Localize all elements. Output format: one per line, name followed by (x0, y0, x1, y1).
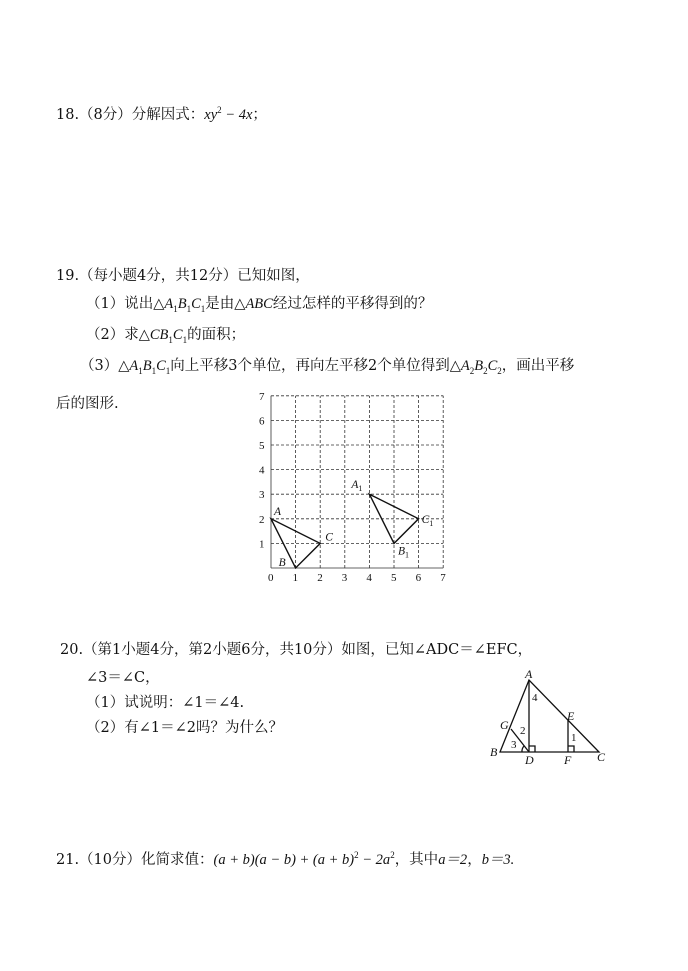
angle-arc-3 (522, 746, 524, 752)
q19-part3 (80, 356, 574, 381)
question-21 (56, 845, 514, 870)
q19-p1-a: （1）说出△ (86, 296, 165, 312)
fig-label-d: D (525, 753, 534, 767)
q20-part1: （1）试说明：∠1＝∠4. (86, 695, 245, 711)
point-label-b: B (278, 557, 286, 569)
q18-text: 18.（8分）分解因式： (56, 106, 205, 123)
x-tick-label: 3 (341, 572, 348, 584)
fig-label-e: E (567, 709, 575, 723)
q21-text: 21.（10分）化简求值： (56, 851, 214, 868)
point-label-c: C (325, 531, 333, 544)
q19-triangle-cb1c1: $CB_1C_1$ (149, 327, 188, 345)
x-tick-label: 5 (391, 572, 397, 584)
right-angle-d (529, 746, 535, 752)
q20-triangle-figure (485, 668, 625, 768)
q18-expression: $xy^2 - 4x$ (204, 105, 253, 123)
x-tick-label: 0 (268, 572, 274, 584)
q19-grid-figure (255, 390, 455, 585)
q19-p3-c: ，画出平移 (501, 358, 575, 374)
q19-p2-b: 的面积； (187, 327, 246, 343)
fig-angle-2: 2 (520, 725, 526, 737)
point-label-a1: $A_1$ (351, 479, 363, 494)
y-tick-label: 4 (259, 464, 265, 477)
fig-label-a: A (525, 668, 533, 681)
q19-p1-c: 经过怎样的平移得到的？ (272, 296, 433, 312)
q19-p3-b: 向上平移3个单位，再向左平移2个单位得到△ (170, 358, 461, 374)
point-label-b1: $B_1$ (398, 545, 410, 560)
q20-line2: ∠3＝∠C， (86, 670, 160, 686)
fig-angle-4: 4 (532, 692, 538, 704)
q19-p1-b: 是由△ (205, 296, 246, 312)
point-label-c1: $C_1$ (421, 513, 434, 528)
q21-tail: ，其中 (394, 851, 439, 868)
x-tick-label: 1 (292, 572, 299, 584)
q19-p2-a: （2）求△ (86, 327, 150, 343)
q19-part3-cont: 后的图形. (56, 396, 119, 412)
fig-angle-1: 1 (571, 732, 577, 744)
q19-title: 19.（每小题4分，共12分）已知如图， (56, 268, 310, 284)
q21-a-value: a＝2 (438, 851, 468, 868)
fig-angle-3: 3 (511, 739, 517, 751)
y-tick-label: 5 (259, 440, 265, 452)
q19-triangle-a1b1c1-b: $A_1B_1C_1$ (129, 358, 171, 376)
point-label-a: A (274, 505, 282, 518)
x-tick-label: 4 (366, 572, 372, 584)
q18-tail: ； (252, 106, 267, 123)
fig-label-c: C (597, 750, 606, 764)
right-angle-f (568, 746, 574, 752)
q19-triangle-abc: ABC (245, 296, 273, 312)
q19-part1 (86, 294, 432, 319)
q19-triangle-a2b2c2: $A_2B_2C_2$ (460, 358, 502, 376)
fig-label-f: F (564, 753, 572, 767)
q21-comma: ， (467, 851, 482, 868)
q20-part2: （2）有∠1＝∠2吗？为什么？ (86, 720, 283, 736)
y-tick-label: 1 (259, 538, 265, 551)
y-tick-label: 3 (259, 489, 265, 502)
y-tick-label: 7 (259, 390, 265, 403)
question-18 (56, 100, 267, 125)
fig-label-g: G (500, 718, 509, 732)
x-tick-label: 2 (317, 572, 323, 584)
q19-p3-a: （3）△ (80, 358, 130, 374)
fig-label-b: B (490, 745, 498, 759)
q19-part2 (86, 325, 245, 350)
grid-point-labels (273, 479, 433, 569)
y-tick-label: 2 (259, 513, 265, 526)
y-tick-label: 6 (259, 415, 265, 428)
x-tick-label: 7 (440, 572, 446, 584)
q19-triangle-a1b1c1: $A_1B_1C_1$ (164, 296, 206, 314)
q20-title: 20.（第1小题4分，第2小题6分，共10分）如图，已知∠ADC＝∠EFC， (60, 642, 533, 658)
q21-b-value: b＝3. (481, 851, 515, 868)
q21-expression: $(a + b)(a - b) + (a + b)^2 - 2a^2$ (213, 850, 395, 868)
x-tick-label: 6 (415, 572, 422, 584)
